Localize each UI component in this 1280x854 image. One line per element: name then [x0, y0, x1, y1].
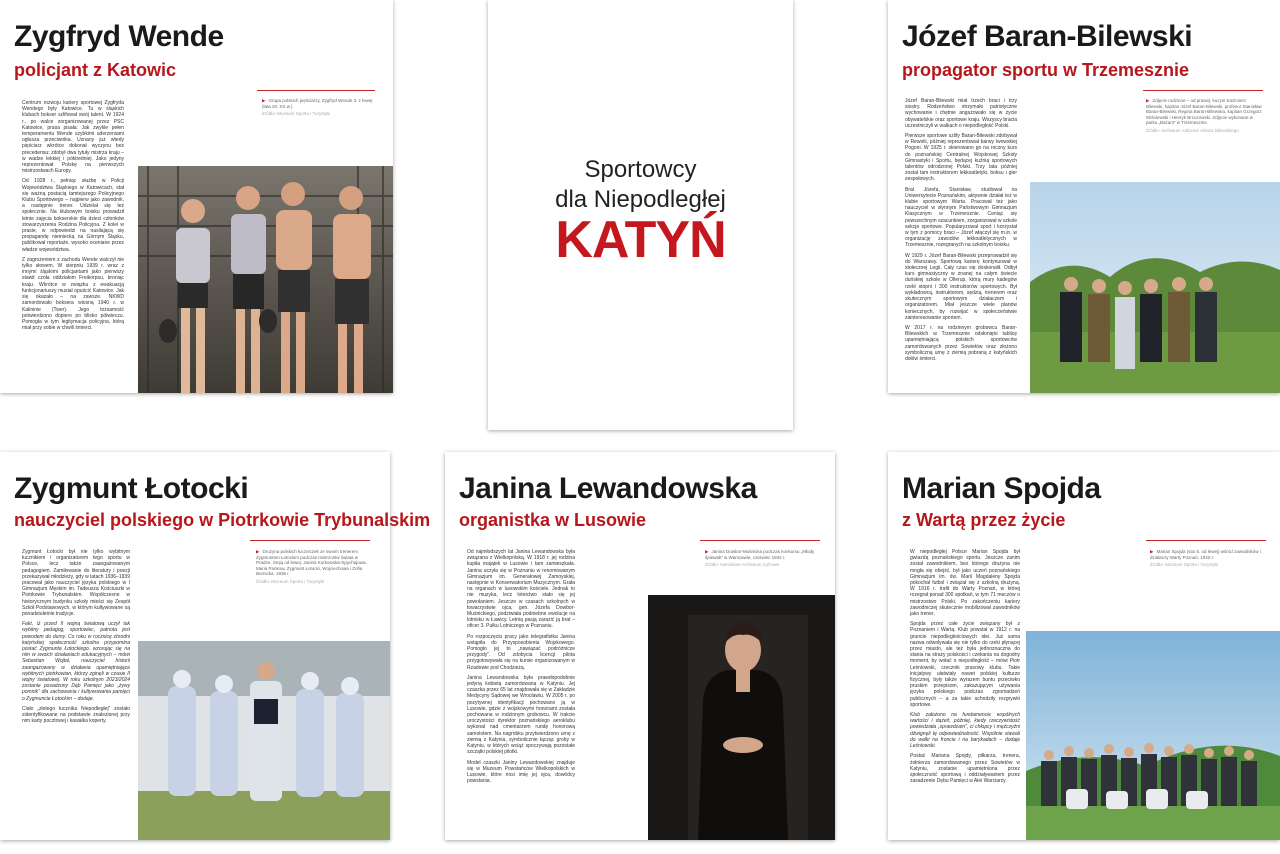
- paragraph: Pierwsze sportowe szlify Baran-Bilewski zdobywał w Rewolii, później reprezentował barwy lwowskiej Pogoni. W 1925 r. skierowano go na roczny kurs do poznańskiej Centralnej Wojskowej Szkoły Gimnastyki i Sportu, będącej kuźnią sportowych talentów odrodzonej Polski. Trzy lata później został tam instruktorem lekkoatletyki, boksu i gier zespołowych.: [905, 133, 1017, 183]
- caption-source: Źródło: Muzeum Sportu i Turystyki: [256, 578, 325, 584]
- paragraph: Klub założono na fundamencie wspólnych wartości i dążeń, później, kiedy rzeczywistość powiedziała „sprawdzam”, ci chłopcy i mężczyźni dźwignęli tę odpowiedzialność. Wspólnie stawali do walki na froncie i na barykadach – dodaje Leśniowski.: [910, 712, 1020, 750]
- caption-marker: ▶: [1150, 549, 1154, 554]
- team-photo: [1026, 631, 1280, 840]
- center-title-line2: dla Niepodległej: [555, 186, 726, 213]
- title-rule: [257, 90, 375, 91]
- paragraph: W 1929 r. Józef Baran-Bilewski przeprowadził się do Warszawy. Sportową karierę kontynuował w stołecznej Legii. Cały czas się doskonalił. Odbył kurs gimnastyczny w znanej na całym świecie duńskiej szkole w Ollerup, którą mury kadegów rzekł stopni i 300 instruktorów sportowych. Był wykładowcą, instruktorem, sędzią, trenerem oraz skutecznym sportowym działaczem i organizatorem. Miał jeszcze wiele planów koniecznych, by rozwijać w społeczeństwie zainteresowanie sportem.: [905, 252, 1017, 321]
- panel-title: Józef Baran-Bilewski: [902, 20, 1193, 53]
- caption-text: Drużyna polskich łuczniczek ze swoim trenerem Zygmuntem Łotockim podczas mistrzostw świata w Pradze. Stoją od lewej: Janina Kurkowska-Spychajowa, Maria Pankow, Zygmunt Łotocki, Wojciechowa i Zofia Burnicka. 1936 r.: [256, 549, 367, 576]
- title-rule: [1146, 540, 1266, 541]
- paragraph: Fakt, iż przed II wojną światową uczył tak wybitny pedagog, sportowiec, patriota jest powodem do dumy. Co roku w rocznicę zbrodni katyńskiej społeczność szkolna przypomina postać Zygmunta Łotockiego, wzorując się na nim w swoich działaniach edukacyjnych – mówi Sebastian Wojtal, nauczyciel historii zaangażowany w działania upamiętniające wybitnych piotrkowian, którzy zginęli w czasie II wojny światowej. W roku szkolnym 2023/2024 zostanie posadzony Dąb Pamięci jako „żywy pomnik” dla zachowania i kultywowania pamięci o Zygmuncie Łotockim – dodaje.: [22, 621, 130, 702]
- panel-spojda: [888, 452, 1280, 840]
- paragraph: Model czaszki Janiny Lewandowskiej znajduje się w Muzeum Powstańców Wielkopolskich w Lusowie, które nosi imię jej ojca, dowódcy powstania.: [467, 759, 575, 785]
- panel-subtitle: policjant z Katowic: [14, 60, 177, 80]
- title-rule: [700, 540, 820, 541]
- family-photo: [1030, 182, 1280, 393]
- caption-text: Grupa polskich pięściarzy, Zygfryd Wende 3. z lewej (lata 20. XX w.): [262, 98, 373, 109]
- portrait-photo: [648, 595, 835, 840]
- paragraph: W 2017 r. na rodzinnym grobowcu Baran-Bilewskich w Trzemesznie odsłonięto tablicę upamiętniającą polskich sportowców zamordowanych przez Sowietów oraz złożono symboliczną urnę z ziemią pobraną z katyńskich dołów śmierci.: [905, 324, 1017, 362]
- portrait-illustration: [648, 595, 835, 840]
- paragraph: Od najmłodszych lat Janina Lewandowska była związana z Wielkopolską. W 1918 r. jej rodzina kupiła majątek w Lusowie i tam zamieszkała. Janina uczyła się w Poznaniu w renomowanym Gimnazjum im. Generałowej Zamoyskiej, następnie w Konserwatorium Muzycznym. Grała na organach w lusowskim kościele. Jednak to nie muzyka, lecz lotnictwo stało się jej powołaniem. Jeszcze w czasach szkolnych w towarzystwie ojca, gen. Józefa Dowbor-Muśnickiego, podziwiała podniebne ewolucje na lotnisku w Ławicy. Letnią pasją zarazić ją brat – oficer 3. Pułku Lotniczego w Poznaniu.: [467, 549, 575, 630]
- boxers-photo: [138, 166, 393, 393]
- caption-source: Źródło: Muzeum Sportu i Turystyki: [262, 111, 331, 116]
- photo-caption: [1150, 549, 1264, 577]
- caption-text: Janina Dowbor-Muśnicka podczas konkursu „Młody śpiewak” w Warszawie, czerwiec 1932 r.: [705, 549, 815, 560]
- panel-title: Zygmunt Łotocki: [14, 472, 249, 505]
- body-text: [22, 549, 130, 747]
- body-text: [22, 100, 124, 332]
- paragraph: Spojda przez całe życie związany był z Poznaniem i Wartą. Klub powstał w 1912 r. na gruncie niepodległościowych idei. Już sama nazwa odwoływała się nie tylko do rzeki płynącej przez miasto, ale też była jednoznaczna do stania na straży polskości i czekania na dogodny moment, by wołać o niepodległość – mówi Piotr Leśniowski, rzecznik prasowy klubu. Takie inicjatywy ułatwiały nawet polskiej kulturze fizycznej, były także wyrazem buntu przeciwko pruskim przepisom, zakazującym używania języka polskiego podczas zgromadzeń publicznych – a za takie uchodziły rozgrywki sportowe.: [910, 621, 1020, 708]
- body-text: [910, 549, 1020, 829]
- paragraph: Zygmunt Łotocki był nie tylko wybitnym łucznikiem i organizatorem tego sportu w Polsce, lecz także zaangażowanym pedagogiem. Zamiłowanie do literatury i poezji przekazywał młodzieży, gdy w latach 1936–1939 pracował jako nauczyciel języka polskiego w I Gimnazjum Męskim im. Tadeusza Kościuszki w Piotrkowie Trybunalskim. Współczesne w historycznym budynku szkoły mieści się Zespół Szkół Podstawowych, w którym kultywowane są ponadstuletnie tradycje.: [22, 549, 130, 618]
- panel-lewandowska: [445, 452, 835, 840]
- panel-wende: [0, 0, 393, 393]
- caption-marker: ▶: [256, 549, 260, 554]
- title-rule: [250, 540, 370, 541]
- caption-marker: ▶: [1146, 98, 1150, 103]
- body-text: [905, 98, 1017, 376]
- paragraph: Józef Baran-Bilewski miał trzech braci i trzy siostry. Rodzeństwo otrzymało patriotyczne wychowanie i chętnie angażowało się w życie obywatelskie oraz sportowe kraju. Wszyscy bracia uczestniczyli w walkach o niepodległość Polski.: [905, 98, 1017, 129]
- paragraph: W niepodległej Polsce Marian Spojda był gwiazdą poznańskiego sportu. Jeszcze zanim został zawodnikiem, bez którego drużyna nie mogła się obejść, był jako uczeń poznańskiego Gimnazjum im. św. Marii Magdaleny Spojda pokochał futbol i związał się z szkolną drużyną. W 1916 r. trafił do Warty Poznań, w której rozegrał ponad 300 spotkań, w tym 71 meczów o mistrzostwo Polski. Po zakończeniu kariery zawodniczej skutecznie mobilizował zawodników jako trener.: [910, 549, 1020, 618]
- panel-title: Zygfryd Wende: [14, 20, 224, 53]
- paragraph: Od 1928 r., pełniąc służbę w Policji Województwa Śląskiego w Katowicach, stał się ważną postacią tamtejszego Policyjnego Klubu Sportowego – najpierw jako zawodnik, a następnie trener. Udzielał się też społecznie. Na klubowym boisku prowadził letnie zajęcia bokserskie dla dzieci członków stowarzyszenia Rodzina Policyjna. Z kolei w prasie, w odpowiedzi na nasilającą się propagandę niemiecką na Górnym Śląsku, publikował reportaże, wysoko oceniane przez władze województwa.: [22, 178, 124, 253]
- title-rule: [1143, 90, 1263, 91]
- panel-subtitle: organistka w Lusowie: [459, 510, 647, 530]
- paragraph: Centrum rozwoju kariery sportowej Zygfryda Wendego były Katowice. Tu w śląskich klubach bokser szlifował swój talent. W 1924 r., po walce zorganizowanej przez PSC Katowice, prasa pisała: Jak zwykle pełen temperamentu Wende szybkimi uderzeniami ogłusza przeciwnika. Uznany już wtedy pięściarz wkrótce dokonał wyczynu bez precedensu: zdobył dwa tytuły mistrza kraju – w wadze lekkiej i półśredniej. Jako jedyny reprezentował Polskę na pierwszych mistrzostwach Europy.: [22, 100, 124, 175]
- panel-center: [488, 0, 793, 430]
- center-title-line1: Sportowcy: [584, 156, 697, 183]
- caption-text: Marian Spojda (stoi 5. od lewej) wśród zawodników i działaczy Warty Poznań, 1920 r.: [1150, 549, 1261, 560]
- katyn-title: KATYŃ: [555, 211, 726, 269]
- caption-source: Źródło: Muzeum Sportu i Turystyki: [1150, 562, 1219, 567]
- paragraph: Postać Mariana Spojdy, piłkarza, trenera, żołnierza zamordowanego przez Sowietów w Katyniu, zostanie upamiętniona przez społeczność sportową i oddziaływaniem przez zasadzenie Dębu Pamięci w Alei Warciarzy.: [910, 753, 1020, 785]
- photo-caption: [262, 98, 374, 124]
- archers-photo: [138, 641, 390, 840]
- paragraph: Z zagrożeniem z zachodu Wende walczył nie tylko słowem. W sierpniu 1939 r. wraz z innymi śląskimi policjantami jako pierwszy stawił czoła oddziałom Freikorpsu, broniąc kraju. Wkrótce w związku z ewakuacją funkcjonariuszy musiał opuścić Katowice. Jak się okazało – na zawsze. NKWD zamordowało boksera wiosną 1940 r. w Kalininie (Twer). Jego tożsamość potwierdzono dopiero po blisko półwieczu. Pomogła w tym legitymacja policyjna, którą miał przy sobie w chwili śmierci.: [22, 256, 124, 332]
- paragraph: Janina Lewandowska była prawdopodobnie jedyną kobietą zamordowaną w Katyniu. Jej czaszka przez 65 lat znajdowała się w Zakładzie Medycyny Sądowej we Wrocławiu. W 2005 r. po pozytywnej identyfikacji pochowano ją w Lusowie, gdzie z wojskowymi honorami została pochowana w rodzinnym grobowcu. W trakcie uroczystości dyrektor poznańskiego aeroklubu wykonał nad cmentarzem rundę honorową samolotem. Na nagrobku przytwierdzono urnę z ziemią z Katynia, symbolicznie łącząc groby w Katyniu, w których wciąż spoczywają pozostałe szczątki polskiej pilotki.: [467, 674, 575, 756]
- caption-source: Źródło: archiwum rodzinne Arkusz Bilewskiego: [1146, 127, 1239, 133]
- caption-marker: ▶: [262, 98, 266, 103]
- caption-text: Zdjęcie rodzinne – od prawej: kuzyni Kazimierz Bilewski, kapitan Józef Baran-Bilewski, profesor Stanisław Baran-Bilewski, Regina Baran-Bilewska, kapitan Grzegorz Wiśniewski i Henryk Brzozowski. Zdjęcie wykonane w parku „Bażant” w Trzemesznie.: [1146, 98, 1262, 125]
- team-illustration: [1026, 631, 1280, 840]
- panel-subtitle: z Wartą przez życie: [902, 510, 1066, 530]
- panel-lotocki: [0, 452, 431, 840]
- boxers-illustration: [138, 166, 393, 393]
- paragraph: Po rozpoczęciu pracy jako telegrafistka Janina wstąpiła do Przysposobienia Wojskowego. Pomogło jej to „nawiązać podróżnicze przygody”. Od zdobycia licencji pilota przygotowywała się na kursie organizowanym w Rzadowie pod Chodzieżą.: [467, 633, 575, 671]
- caption-source: Źródło: Narodowe Archiwum Cyfrowe: [705, 562, 780, 567]
- archers-illustration: [138, 641, 390, 840]
- panel-title: Marian Spojda: [902, 472, 1101, 505]
- caption-marker: ▶: [705, 549, 709, 554]
- paragraph: Ciało „złotego łucznika Niepodległej” zostało zidentyfikowane na podstawie znalezionej przy nim karty pocztowej i kawałka koperty.: [22, 705, 130, 725]
- photo-caption: [1146, 98, 1264, 148]
- panel-title: Janina Lewandowska: [459, 472, 757, 505]
- panel-subtitle: nauczyciel polskiego w Piotrkowie Trybunalskim: [14, 510, 431, 530]
- panel-baran: [888, 0, 1280, 393]
- photo-caption: [256, 549, 374, 597]
- body-text: [467, 549, 575, 824]
- panel-subtitle: propagator sportu w Trzemesznie: [902, 60, 1190, 80]
- family-illustration: [1030, 182, 1280, 393]
- paragraph: Brat Józefa, Stanisław, studiował na Uniwersytecie Poznańskim, aktywnie działał też w klubie sportowym Warta. Pracował też jako nauczyciel w słynnym Państwowym Gimnazjum Klasycznym w Trzemesznie. Ceniąc się powszechnym szacunkiem, zorganizował w szkole sekcje sportowe. Popularyzował sport i korzystał w tym z pomocy braci – Józef włączył się m.in. w organizację zawodów lekkoatletycznych w Trzemesznie, rozegranych na szkolnym boisku.: [905, 186, 1017, 249]
- photo-caption: [705, 549, 821, 579]
